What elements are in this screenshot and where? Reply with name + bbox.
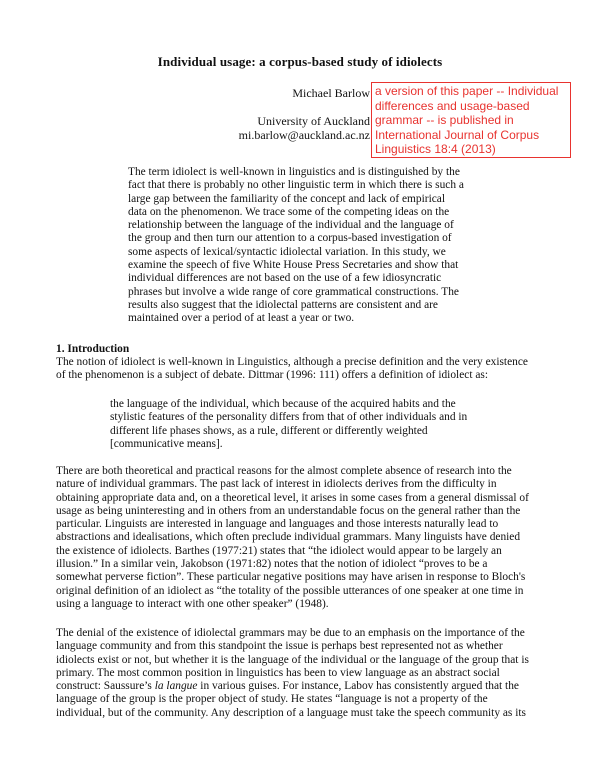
paragraph-line: obtaining appropriate data and, on a theoretical level, it arises in some cases from a general dismissal of [56,491,529,504]
paragraph-line: particular. Linguists are interested in language and languages and those interests naturally lead to [56,518,499,531]
abstract-line: the group and then turn our attention to a corpus-based investigation of [128,232,452,245]
paragraph-line [56,680,546,693]
author-email: mi.barlow@auckland.ac.nz [238,128,370,142]
abstract-line: examine the speech of five White House Press Secretaries and show that [128,259,459,272]
note-line: a version of this paper -- Individual [375,84,559,98]
paragraph-line: The denial of the existence of idiolectal grammars may be due to an emphasis on the importance of the [56,627,525,639]
paragraph-line: There are both theoretical and practical reasons for the almost complete absence of research into the [56,465,512,477]
quote-line: stylistic features of the personality differs from that of other individuals and in [110,411,468,424]
abstract-line: maintained over a period of at least a year or two. [128,312,355,325]
paragraph-line: language community and from this standpoint the issue is perhaps best represented not as whether [56,640,503,653]
author-affiliation: University of Auckland [257,114,370,128]
paragraph-line: the existence of idiolects. Barthes (1977:21) states that “the idiolect would appear to be largely an [56,544,502,557]
abstract-line: data on the phenomenon. We trace some of the competing ideas on the [128,205,450,218]
note-line: International Journal of Corpus [375,127,540,142]
note-line: differences and usage-based [375,98,530,113]
paragraph-line: nature of individual grammars. The past lack of interest in idiolects derives from the difficulty in [56,478,497,491]
paragraph-line: language of the group is the proper object of study. He states “language is not a property of the [56,693,488,706]
abstract-line: relationship between the language of the individual and the language of [128,219,454,232]
note-line: Linguistics 18:4 (2013) [375,142,496,157]
paragraph-line: of the phenomenon is a subject of debate. Dittmar (1996: 111) offers a definition of idiolect as: [56,369,488,382]
author-block [230,86,370,142]
line-text: in various guises. For instance, Labov has consistently argued that the [197,680,519,693]
quote-line: different life phases shows, as a rule, different or differently weighted [110,424,428,437]
abstract-line: large gap between the familiarity of the concept and lack of empirical [128,192,446,205]
abstract-line: results also suggest that the idiolectal patterns are consistent and are [128,298,438,311]
author-name: Michael Barlow [292,86,370,100]
body-paragraph-3 [56,627,546,720]
paragraph-line: The notion of idiolect is well-known in Linguistics, although a precise definition and the very existence [56,356,528,368]
abstract-line: The term idiolect is well-known in linguistics and is distinguished by the [128,166,460,178]
paragraph-line: illusion.” In a similar vein, Jakobson (1971:82) notes that the notion of idiolect “proves to be a [56,558,488,571]
block-quote [110,398,490,451]
italic-term: la langue [154,680,198,693]
intro-paragraph [56,356,546,383]
quote-line: [communicative means]. [110,437,223,450]
section-heading: 1. Introduction [56,343,130,355]
abstract-line: individual differences are not based on the use of a few idiosyncratic [128,272,442,285]
paragraph-line: primary. The most common position in linguistics has been to view language as an abstract social [56,666,500,679]
paragraph-line: original definition of an idiolect as “the totality of the possible utterances of one speaker at one time in [56,584,524,597]
paragraph-line: individual, but of the community. Any description of a language must take the speech community as its [56,706,526,719]
paragraph-line: using a language to interact with one other speaker” (1948). [56,597,329,610]
note-line: grammar -- is published in [375,113,514,128]
abstract [128,166,474,326]
abstract-line: fact that there is probably no other linguistic term in which there is such a [128,179,464,192]
abstract-line: some aspects of lexical/syntactic idiolectal variation. In this study, we [128,245,446,258]
paragraph-line: idiolects exist or not, but whether it is the language of the individual or the language of the group that is [56,653,529,666]
line-text: construct: Saussure’s [56,680,155,693]
paragraph-line: abstractions and idealisations, which often preclude individual grammars. Many linguists have denied [56,531,521,544]
paragraph-line: usage as being uninteresting and in others from an understandable focus on the general rather than the [56,504,521,517]
body-paragraph-2 [56,465,546,611]
publication-note-box [371,82,571,158]
paper-title: Individual usage: a corpus-based study of idiolects [157,54,443,69]
abstract-line: phrases but involve a wide range of core grammatical constructions. The [128,285,459,298]
paragraph-line: somewhat perverse fiction”. These particular negative positions may have arisen in response to Bloch's [56,571,526,584]
quote-line: the language of the individual, which because of the acquired habits and the [110,398,456,410]
